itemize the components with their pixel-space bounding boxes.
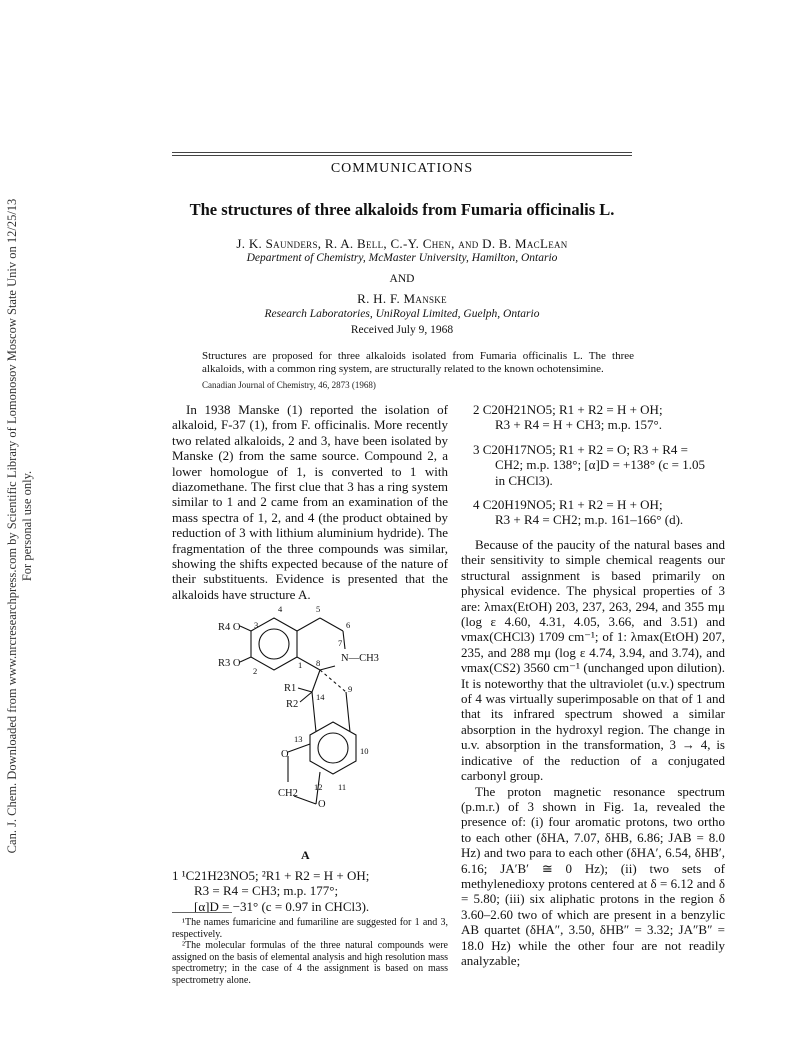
- and-separator: AND: [389, 273, 415, 285]
- group-o-bottom: O: [318, 799, 326, 810]
- header-rule-thick: [172, 152, 632, 153]
- atom-number-1: 1: [298, 660, 303, 670]
- footnote-rule: [172, 912, 232, 913]
- footnote-1: ¹The names fumaricine and fumariline are suggested for 1 and 3, respectively.: [172, 917, 448, 940]
- affiliation-mcmaster: Department of Chemistry, McMaster University, Hamilton, Ontario: [246, 252, 558, 264]
- physical-evidence-paragraph: Because of the paucity of the natural bases and their sensitivity to simple chemical reagents our structural assignment is based primarily on physical evidence. The physical properties of 3 are: λmax(EtOH) 203, 237, 263, 294, and 355 mμ (log ε 4.60, 4.31, 4.05, 3.66, and 3.51) and νmax(CHCl3) 1709 cm⁻¹; of 1: λmax(EtOH) 207, 235, and 288 mμ (log ε 4.74, 3.94, and 3.74), and νmax(CS2) 3560 cm⁻¹ (unchanged upon dilution). It is noteworthy that the ultraviolet (u.v.) spectrum of 4 was virtually superimposable on that of 1 and that its infrared spectrum showed a similar absorption in the hydroxyl region. The change in u.v. absorption in the transformation, 3 → 4, is indicative of the reduction of a conjugated carbonyl group.: [461, 537, 725, 784]
- group-r2: R2: [286, 699, 299, 710]
- atom-number-3: 3: [254, 620, 259, 630]
- download-notice-line1: Can. J. Chem. Downloaded from www.nrcresearchpress.com by Scientific Library of Lomonosov Moscow State Univ on 12/25/13: [5, 198, 19, 854]
- atom-number-7: 7: [338, 638, 343, 648]
- group-o-top: O: [281, 749, 289, 760]
- atom-number-9: 9: [348, 684, 353, 694]
- download-notice-line2: For personal use only.: [20, 470, 34, 582]
- footnote-2: ²The molecular formulas of the three natural compounds were assigned on the basis of elemental analysis and high resolution mass spectrometry; in the case of 4 the assignment is based on mass spectrometry alone.: [172, 940, 448, 986]
- atom-number-2: 2: [253, 666, 258, 676]
- atom-number-10: 10: [360, 746, 369, 756]
- intro-paragraph: In 1938 Manske (1) reported the isolation of alkaloid, F-37 (1), from F. officinalis. More recently two related alkaloids, 2 and 3, have been isolated by Manske (2) from the same source. Compound 2, a lower homologue of 1, is converted to 1 with diazomethane. The first clue that 3 has a ring system similar to 1 and 2 came from an examination of the mass spectra of 1, 2, and 4 (the product obtained by reduction of 3 with lithium aluminium hydride). The fragmentation of the three compounds was similar, showing the shifts expected because of the nature of their substituents. Evidence is presented that the alkaloids have structure A.: [172, 402, 448, 602]
- atom-number-5: 5: [316, 604, 321, 614]
- group-ch2: CH2: [278, 788, 298, 799]
- compound-1-formula: [172, 868, 369, 914]
- atom-number-13: 13: [294, 734, 303, 744]
- download-notice-text: [5, 199, 35, 854]
- atom-number-4: 4: [278, 604, 283, 614]
- pmr-paragraph: The proton magnetic resonance spectrum (p.m.r.) of 3 shown in Fig. 1a, revealed the presence of: (i) four aromatic protons, two ortho to each other (δHA, 7.07, δHB, 6.86; JAB = 8.0 Hz) and two para to each other (δHA′, 6.54, δHB′, 6.16; JA′B′ ≅ 0 Hz); (ii) two sets of methylenedioxy protons centered at δ = 6.12 and δ = 5.80; (iii) six aliphatic protons in the region δ 3.60–2.60 two of which are present in a benzylic AB quartet (δHA″, 3.50, δHB″ = 3.32; JA″B″ = 18.0 Hz) while the other four are not readily analyzable;: [461, 783, 725, 968]
- authors-line: J. K. Saunders, R. A. Bell, C.-Y. Chen, and D. B. MacLean: [236, 236, 568, 251]
- compound-1-line3: [α]D = −31° (c = 0.97 in CHCl3).: [194, 898, 370, 914]
- atom-number-8: 8: [316, 658, 321, 668]
- structure-label: A: [301, 848, 310, 862]
- footnotes: [172, 917, 448, 986]
- group-r1: R1: [284, 683, 297, 694]
- compound-4-line1: 4 C20H19NO5; R1 + R2 = H + OH;: [473, 497, 663, 512]
- journal-citation: Canadian Journal of Chemistry, 46, 2873 (1968): [202, 380, 376, 390]
- compound-3-formula: [473, 442, 705, 488]
- atom-number-11: 11: [338, 782, 347, 792]
- compound-1-line1: 1 ¹C21H23NO5; ²R1 + R2 = H + OH;: [172, 868, 370, 883]
- compound-2-formula: [473, 402, 663, 433]
- header-rule-thin: [172, 155, 632, 156]
- compound-3-line2: CH2; m.p. 138°; [α]D = +138° (c = 1.05: [495, 457, 705, 473]
- group-n-ch3: N—CH3: [341, 653, 379, 664]
- compound-4-formula: [473, 497, 683, 528]
- structure-A-drawing: [218, 604, 398, 852]
- atom-number-14: 14: [316, 692, 325, 702]
- atom-number-6: 6: [346, 620, 351, 630]
- author-manske: R. H. F. Manske: [357, 291, 447, 306]
- abstract: Structures are proposed for three alkaloids isolated from Fumaria officinalis L. The three alkaloids, with a common ring system, are structurally related to the known ochotensimine.: [202, 350, 634, 375]
- column-right: [461, 537, 725, 968]
- atom-number-12: 12: [314, 782, 323, 792]
- received-date: Received July 9, 1968: [350, 324, 454, 336]
- group-r3o: R3 O: [218, 658, 241, 669]
- group-r4o: R4 O: [218, 622, 241, 633]
- article-title: The structures of three alkaloids from Fumaria officinalis L.: [189, 200, 615, 219]
- compound-3-line3: in CHCl3).: [495, 472, 553, 488]
- column-left: [172, 402, 448, 602]
- compound-2-line1: 2 C20H21NO5; R1 + R2 = H + OH;: [473, 402, 663, 417]
- compound-3-line1: 3 C20H17NO5; R1 + R2 = O; R3 + R4 =: [473, 442, 688, 457]
- download-notice: [0, 0, 40, 1052]
- compound-2-line2: R3 + R4 = H + CH3; m.p. 157°.: [495, 417, 662, 433]
- section-heading: COMMUNICATIONS: [330, 161, 474, 176]
- affiliation-uniroyal: Research Laboratories, UniRoyal Limited, Guelph, Ontario: [264, 308, 540, 320]
- compound-1-line2: R3 = R4 = CH3; m.p. 177°;: [194, 883, 339, 899]
- compound-4-line2: R3 + R4 = CH2; m.p. 161–166° (d).: [495, 512, 684, 528]
